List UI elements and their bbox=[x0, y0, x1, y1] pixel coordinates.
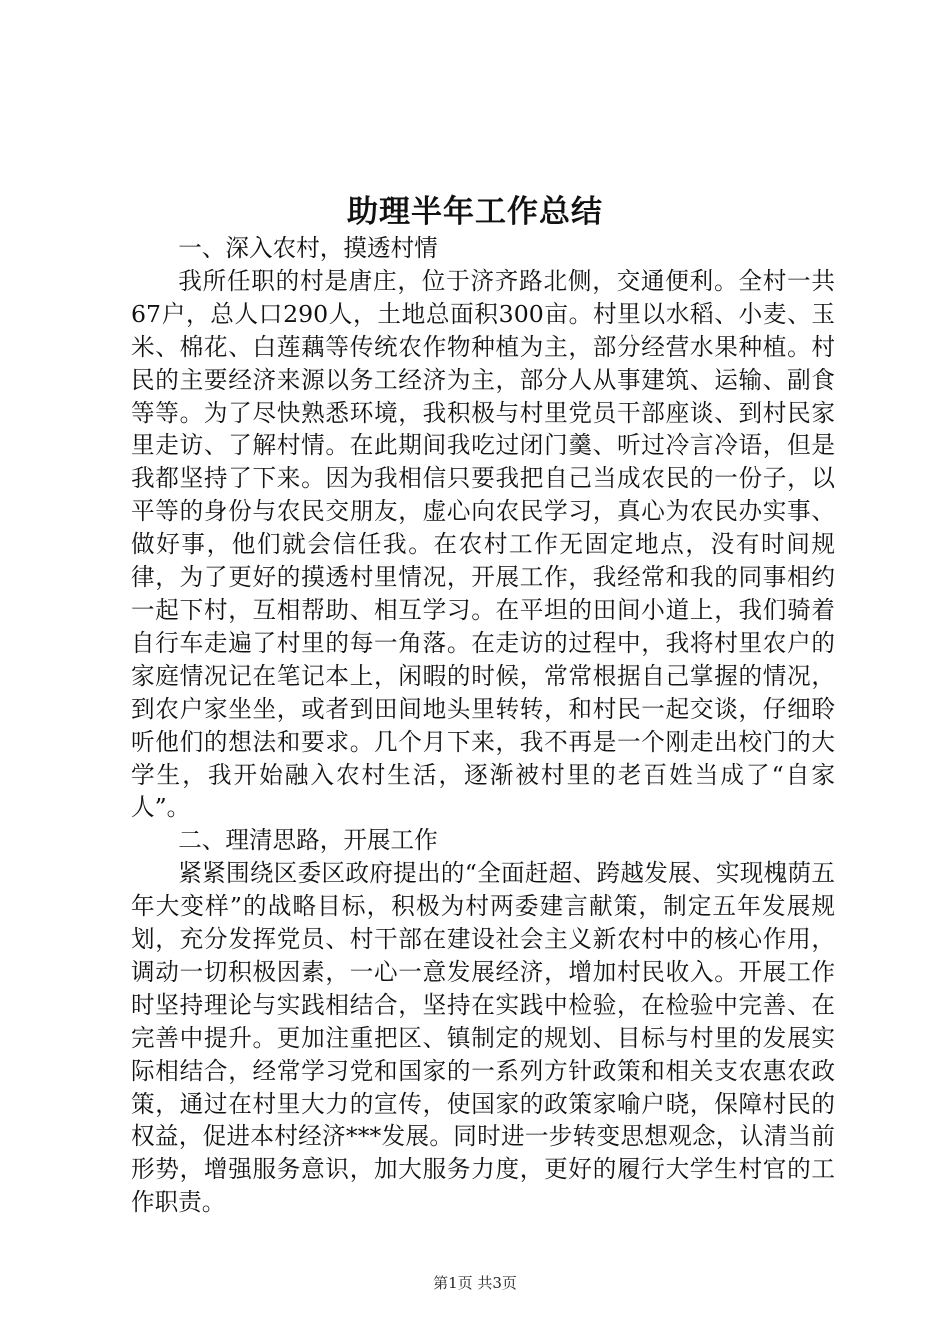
page-number: 第1页 共3页 bbox=[433, 1274, 517, 1292]
paragraph-2: 紧紧围绕区委区政府提出的“全面赶超、跨越发展、实现槐荫五年大变样”的战略目标，积极为村两委建言献策，制定五年发展规划，充分发挥党员、村干部在建设社会主义新农村中的核心作用，调动一切积极因素，一心一意发展经济，增加村民收入。开展工作时坚持理论与实践相结合，坚持在实践中检验，在检验中完善、在完善中提升。更加注重把区、镇制定的规划、目标与村里的发展实际相结合，经常学习党和国家的一系列方针政策和相关支农惠农政策，通过在村里大力的宣传，使国家的政策家喻户晓，保障村民的权益，促进本村经济***发展。同时进一步转变思想观念，认清当前形势，增强服务意识，加大服务力度，更好的履行大学生村官的工作职责。 bbox=[131, 859, 835, 1217]
document-title: 助理半年工作总结 bbox=[347, 194, 603, 230]
paragraph-1: 我所任职的村是唐庄，位于济齐路北侧，交通便利。全村一共67户，总人口290人，土地总面积300亩。村里以水稻、小麦、玉米、棉花、白莲藕等传统农作物种植为主，部分经营水果种植。村民的主要经济来源以务工经济为主，部分人从事建筑、运输、副食等等。为了尽快熟悉环境，我积极与村里党员干部座谈、到村民家里走访、了解村情。在此期间我吃过闭门羹、听过冷言冷语，但是我都坚持了下来。因为我相信只要我把自己当成农民的一份子，以平等的身份与农民交朋友，虚心向农民学习，真心为农民办实事、做好事，他们就会信任我。在农村工作无固定地点，没有时间规律，为了更好的摸透村里情况，开展工作，我经常和我的同事相约一起下村，互相帮助、相互学习。在平坦的田间小道上，我们骑着自行车走遍了村里的每一角落。在走访的过程中，我将村里农户的家庭情况记在笔记本上，闲暇的时候，常常根据自己掌握的情况，到农户家坐坐，或者到田间地头里转转，和村民一起交谈，仔细聆听他们的想法和要求。几个月下来，我不再是一个刚走出校门的大学生，我开始融入农村生活，逐渐被村里的老百姓当成了“自家人”。 bbox=[131, 266, 835, 822]
section-heading-1: 一、深入农村，摸透村情 bbox=[178, 234, 438, 262]
section-heading-2: 二、理清思路，开展工作 bbox=[178, 826, 438, 855]
document-body bbox=[131, 232, 835, 1219]
